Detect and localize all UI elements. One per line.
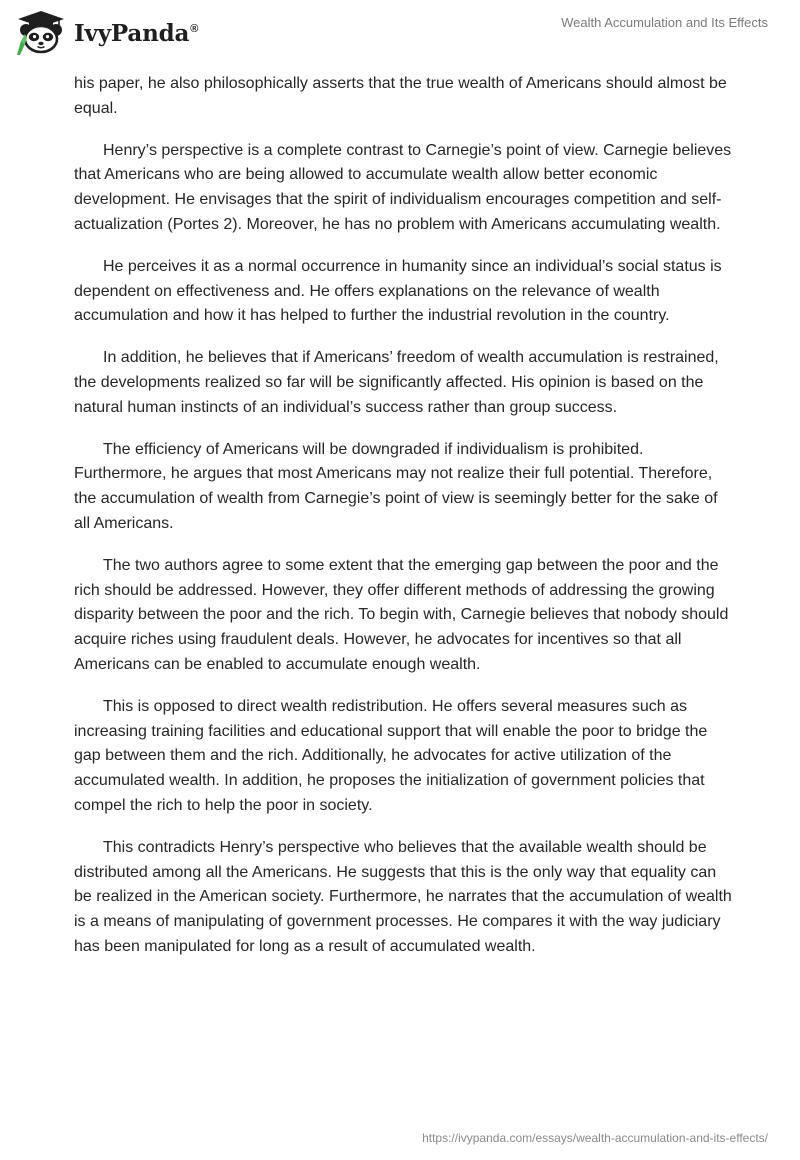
paragraph: This is opposed to direct wealth redistribution. He offers several measures such as increasing training facilities and educational support that will enable the poor to bridge the gap between them and the rich. Additionally, he advocates for active utilization of the accumulated wealth. In addition, he proposes the initialization of government policies that compel the rich to help the poor in society. <box>74 697 708 814</box>
running-title: Wealth Accumulation and Its Effects <box>561 15 768 30</box>
panda-graduate-logo-icon <box>14 8 68 56</box>
paragraph: The two authors agree to some extent that the emerging gap between the poor and the rich should be addressed. However, they offer different methods of addressing the growing disparity between the poor and the rich. To begin with, Carnegie believes that nobody should acquire riches using fraudulent deals. However, he advocates for incentives so that all Americans can be enabled to accumulate enough wealth. <box>74 556 729 673</box>
brand-name-text: IvyPanda <box>74 19 190 47</box>
brand-logo[interactable] <box>14 8 198 56</box>
paragraph: The efficiency of Americans will be downgraded if individualism is prohibited. Furthermore, he argues that most Americans may not realize their full potential. Therefore, the accumulation of wealth from Carnegie’s point of view is seemingly better for the sake of all Americans. <box>74 440 718 532</box>
paragraph: This contradicts Henry’s perspective who believes that the available wealth should be distributed among all the Americans. He suggests that this is the only way that equality can be realized in the American society. Furthermore, he narrates that the accumulation of wealth is a means of manipulating of government processes. He compares it with the way judiciary has been manipulated for long as a result of accumulated wealth. <box>74 838 732 955</box>
registered-mark: ® <box>190 22 199 35</box>
paragraph: He perceives it as a normal occurrence in humanity since an individual’s social status is dependent on effectiveness and. He offers explanations on the relevance of wealth accumulation and how it has helped to further the industrial revolution in the country. <box>74 257 722 325</box>
page-header <box>0 0 800 64</box>
paragraph: Henry’s perspective is a complete contrast to Carnegie’s point of view. Carnegie believes that Americans who are being allowed to accumulate wealth allow better economic development. He envisages that the spirit of individualism encourages competition and self-actualization (Portes 2). Moreover, he has no problem with Americans accumulating wealth. <box>74 141 732 233</box>
source-url-link[interactable]: https://ivypanda.com/essays/wealth-accumulation-and-its-effects/ <box>422 1131 768 1145</box>
paragraph: his paper, he also philosophically asserts that the true wealth of Americans should almost be equal. <box>74 75 727 117</box>
paragraph: In addition, he believes that if Americans’ freedom of wealth accumulation is restrained, the developments realized so far will be significantly affected. His opinion is based on the natural human instincts of an individual’s success rather than group success. <box>74 349 719 416</box>
brand-name <box>74 20 198 47</box>
essay-body <box>74 72 734 977</box>
